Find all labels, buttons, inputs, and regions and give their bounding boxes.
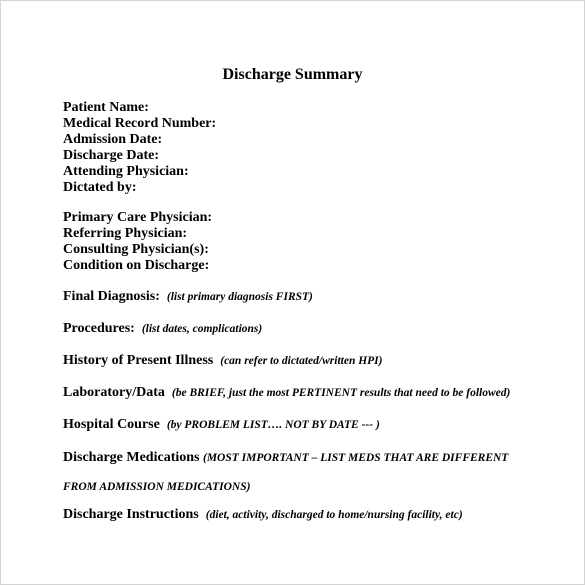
section-note: (MOST IMPORTANT – LIST MEDS THAT ARE DIFFERENT [202, 452, 509, 464]
section-note: (list dates, complications) [141, 323, 263, 335]
section-label: Final Diagnosis: [63, 289, 160, 304]
field-medical-record-number: Medical Record Number: [63, 116, 217, 131]
field-discharge-date: Discharge Date: [63, 148, 160, 163]
section-label: Hospital Course [63, 417, 160, 432]
section-note: FROM ADMISSION MEDICATIONS) [63, 481, 251, 493]
section-discharge-medications [63, 449, 508, 467]
section-discharge-medications-continued [63, 478, 250, 496]
section-label: Discharge Medications [63, 450, 200, 465]
section-label: History of Present Illness [63, 353, 214, 368]
field-referring-physician: Referring Physician: [63, 226, 188, 241]
section-label: Procedures: [63, 321, 135, 336]
field-patient-name: Patient Name: [63, 100, 149, 115]
field-admission-date: Admission Date: [63, 132, 163, 147]
section-note: (can refer to dictated/written HPI) [220, 355, 383, 367]
section-label: Discharge Instructions [63, 507, 199, 522]
document-title: Discharge Summary [222, 66, 363, 83]
section-note: (be BRIEF, just the most PERTINENT results that need to be followed) [171, 387, 511, 399]
field-primary-care-physician: Primary Care Physician: [63, 210, 213, 225]
section-discharge-instructions [63, 506, 463, 524]
field-consulting-physicians: Consulting Physician(s): [63, 242, 209, 257]
section-history-of-present-illness [63, 352, 383, 370]
field-dictated-by: Dictated by: [63, 180, 137, 195]
field-condition-on-discharge: Condition on Discharge: [63, 258, 210, 273]
section-label: Laboratory/Data [63, 385, 165, 400]
section-note: (by PROBLEM LIST…. NOT BY DATE --- ) [166, 419, 380, 431]
section-procedures [63, 320, 262, 338]
section-hospital-course [63, 416, 380, 434]
section-final-diagnosis [63, 288, 313, 306]
section-note: (diet, activity, discharged to home/nursing facility, etc) [205, 509, 463, 521]
section-note: (list primary diagnosis FIRST) [166, 291, 313, 303]
field-attending-physician: Attending Physician: [63, 164, 189, 179]
section-laboratory-data [63, 384, 510, 402]
